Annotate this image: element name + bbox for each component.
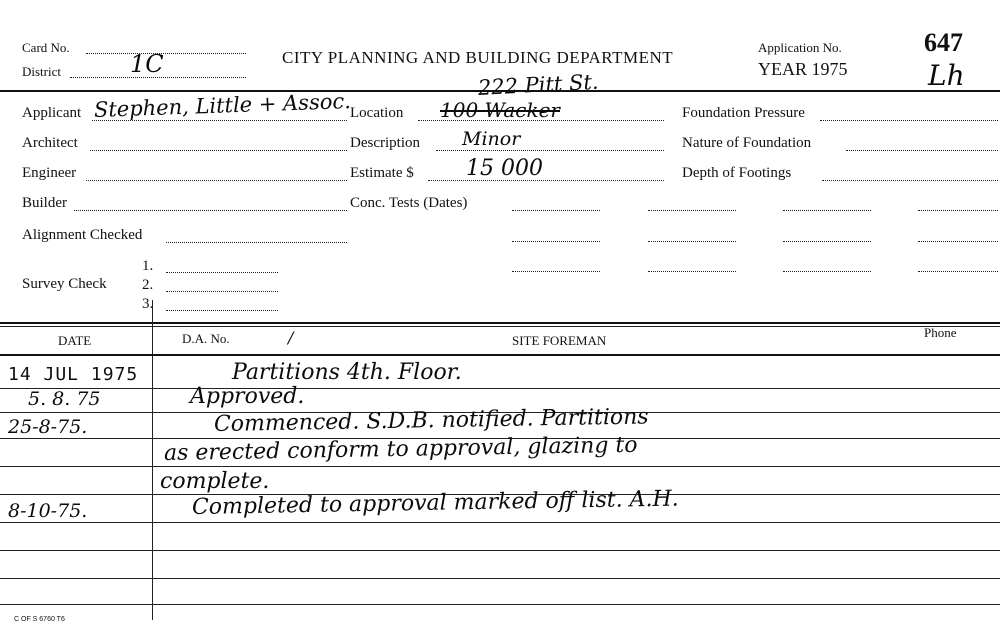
log-date: 5. 8. 75 — [28, 388, 101, 410]
department-title: CITY PLANNING AND BUILDING DEPARTMENT — [282, 48, 674, 67]
architect-label: Architect — [22, 135, 78, 151]
site-foreman-label: SITE FOREMAN — [512, 333, 607, 348]
engineer-label: Engineer — [22, 165, 77, 181]
log-rule — [0, 604, 1000, 605]
survey-line-3 — [166, 310, 278, 311]
location-struck: 100 Wacker — [440, 98, 560, 122]
log-entry-text: Partitions 4th. Floor. — [232, 360, 462, 385]
log-entry-text: Commenced. S.D.B. notified. Partitions — [213, 404, 649, 437]
applicant-value: Stephen, Little + Assoc. — [93, 89, 352, 122]
description-value: Minor — [462, 128, 521, 150]
log-rule — [0, 522, 1000, 523]
date-header: DATE — [58, 333, 92, 348]
location-value: 222 Pitt St. — [477, 69, 600, 100]
survey-number-3: 3. — [142, 296, 154, 312]
depth-footings-label: Depth of Footings — [682, 165, 792, 181]
depth-footings-line — [822, 180, 998, 181]
estimate-label: Estimate $ — [350, 165, 414, 181]
application-no-value: 647 — [924, 28, 963, 57]
conc-test-blank — [918, 271, 998, 272]
card-no-label: Card No. — [22, 40, 70, 55]
builder-label: Builder — [22, 195, 67, 211]
survey-check-label: Survey Check — [22, 276, 107, 292]
estimate-line — [428, 180, 664, 181]
form-code: C OF S 6760 T6 — [14, 616, 65, 623]
survey-number-1: 1. — [142, 258, 154, 274]
log-rule — [0, 388, 1000, 389]
year-label: YEAR 1975 — [758, 59, 848, 79]
alignment-label: Alignment Checked — [22, 227, 143, 243]
clerk-initials: Lh — [928, 59, 965, 92]
conc-test-blank — [918, 210, 998, 211]
survey-line-2 — [166, 291, 278, 292]
conc-test-blank — [648, 210, 736, 211]
log-rule — [0, 466, 1000, 467]
da-no-label: D.A. No. — [182, 331, 230, 346]
log-rule — [0, 578, 1000, 579]
log-entry-text: Completed to approval marked off list. A.H. — [191, 486, 679, 520]
description-label: Description — [350, 135, 420, 151]
district-label: District — [22, 64, 61, 79]
conc-test-blank — [512, 241, 600, 242]
conc-test-blank — [918, 241, 998, 242]
conc-test-blank — [783, 271, 871, 272]
builder-line — [74, 210, 347, 211]
nature-foundation-line — [846, 150, 998, 151]
da-no-value: / — [288, 328, 294, 347]
log-top-rule — [0, 322, 1000, 324]
conc-test-blank — [512, 271, 600, 272]
alignment-line — [166, 242, 347, 243]
survey-line-1 — [166, 272, 278, 273]
engineer-line — [86, 180, 347, 181]
conc-test-blank — [783, 210, 871, 211]
application-no-label: Application No. — [758, 40, 842, 55]
phone-label: Phone — [924, 325, 957, 340]
location-label: Location — [350, 105, 404, 121]
architect-line — [90, 150, 347, 151]
foundation-pressure-line — [820, 120, 998, 121]
applicant-label: Applicant — [22, 105, 82, 121]
log-date-stamp: 14 JUL 1975 — [8, 364, 139, 385]
log-entry-text: complete. — [160, 469, 270, 494]
log-date: 25-8-75. — [8, 416, 88, 438]
conc-test-blank — [648, 241, 736, 242]
log-top-rule-inner — [0, 326, 1000, 327]
description-line — [436, 150, 664, 151]
log-entry-text: Approved. — [190, 384, 305, 409]
log-header-rule — [0, 354, 1000, 356]
conc-test-blank — [783, 241, 871, 242]
conc-test-blank — [648, 271, 736, 272]
estimate-value: 15 000 — [466, 156, 543, 181]
date-column-divider — [152, 300, 153, 620]
district-value: 1C — [130, 50, 164, 78]
conc-test-blank — [512, 210, 600, 211]
log-rule — [0, 550, 1000, 551]
survey-number-2: 2. — [142, 277, 154, 293]
foundation-pressure-label: Foundation Pressure — [682, 105, 805, 121]
card-no-line — [86, 53, 246, 54]
nature-foundation-label: Nature of Foundation — [682, 135, 812, 151]
conc-tests-label: Conc. Tests (Dates) — [350, 195, 468, 211]
log-date: 8-10-75. — [8, 500, 88, 522]
log-entry-text: as erected conform to approval, glazing to — [163, 432, 638, 466]
